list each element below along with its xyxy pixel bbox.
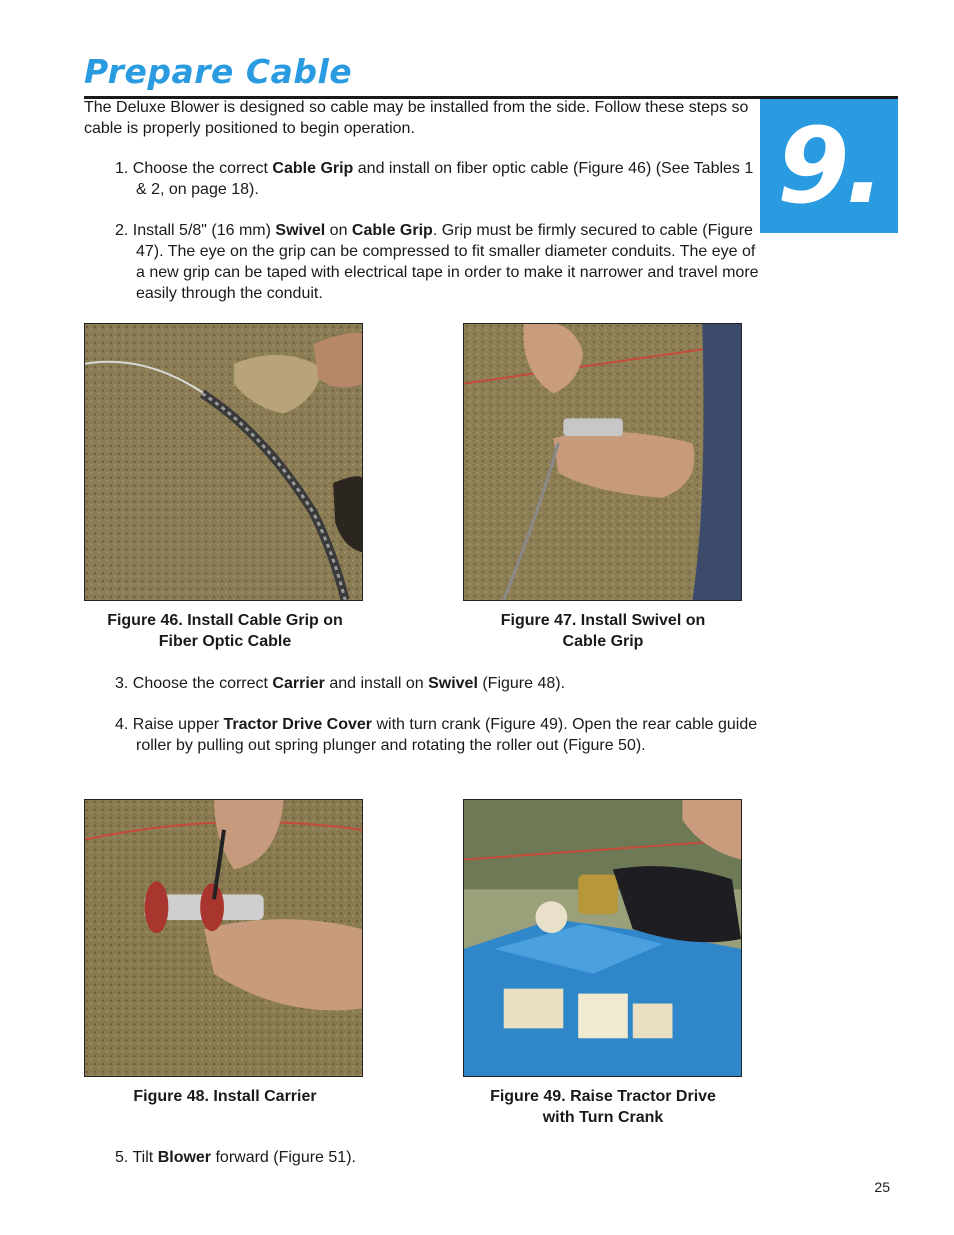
section-number-badge: 9. [760,99,898,233]
figure-47-photo [463,323,742,601]
step-1: 1. Choose the correct Cable Grip and install on fiber optic cable (Figure 46) (See Tables 1 & 2, on page 18). [115,160,754,198]
step-2: 2. Install 5/8" (16 mm) Swivel on Cable Grip. Grip must be firmly secured to cable (Figure 47). The eye on the grip can be compressed to fit smaller diameter conduits. The eye of a new grip can be taped with electrical tape in order to make it narrower and travel more easily through the conduit. [115,222,759,302]
step-4: 4. Raise upper Tractor Drive Cover with turn crank (Figure 49). Open the rear cable guide roller by pulling out spring plunger and rotating the roller out (Figure 50). [115,716,758,754]
page-title: Prepare Cable [84,52,353,91]
figure-46-photo [84,323,363,601]
figure-49-caption: Figure 49. Raise Tractor Drive with Turn Crank [490,1088,716,1126]
figure-46-caption: Figure 46. Install Cable Grip on Fiber Optic Cable [107,612,343,650]
step-3: 3. Choose the correct Carrier and install on Swivel (Figure 48). [115,675,566,692]
page-number: 25 [874,1179,890,1195]
figure-48-photo [84,799,363,1077]
figure-49-photo [463,799,742,1077]
step-5: 5. Tilt Blower forward (Figure 51). [115,1149,356,1166]
figure-48-caption: Figure 48. Install Carrier [133,1088,317,1105]
figure-47-caption: Figure 47. Install Swivel on Cable Grip [500,612,706,650]
intro-paragraph: The Deluxe Blower is designed so cable may be installed from the side. Follow these steps so cable is properly positioned to begin operation. [84,99,749,137]
